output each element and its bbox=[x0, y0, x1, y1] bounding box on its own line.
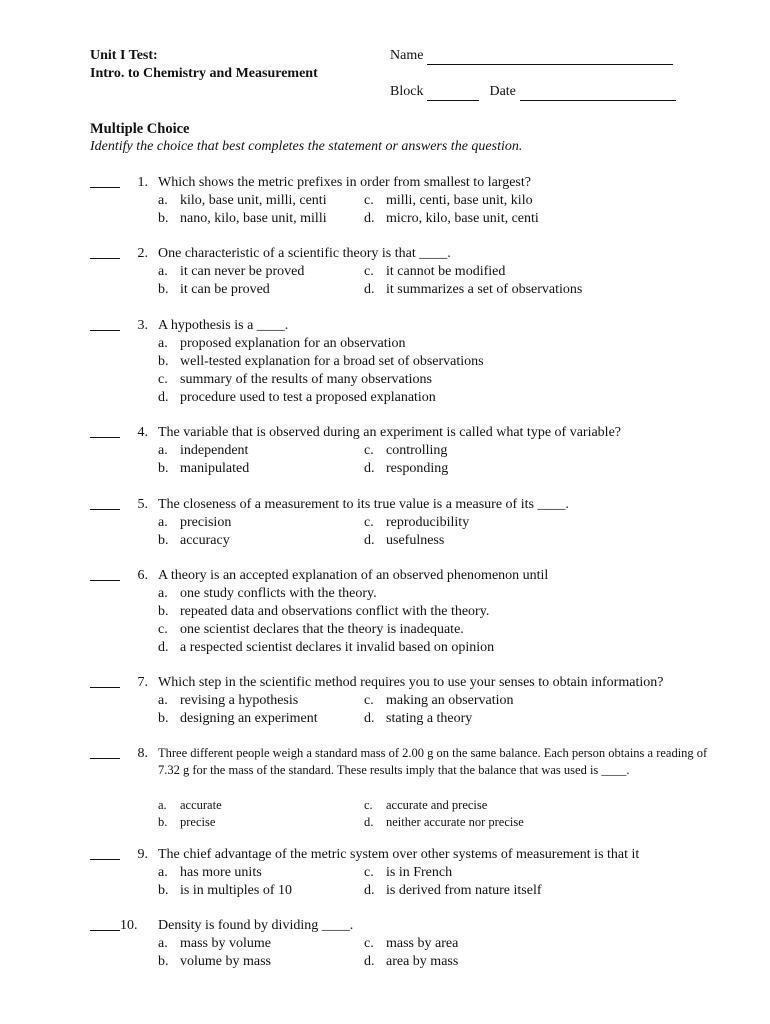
option-b: b. it can be proved bbox=[158, 282, 270, 297]
option-a: a. independent bbox=[158, 443, 249, 458]
option-c: c. accurate and precise bbox=[364, 798, 488, 812]
option-c: c. is in French bbox=[364, 865, 453, 880]
option-c: c. controlling bbox=[364, 443, 448, 458]
question-number: 9. bbox=[137, 847, 148, 862]
option-a: a. proposed explanation for an observation bbox=[158, 336, 406, 351]
title-line-1: Unit I Test: bbox=[90, 48, 158, 63]
option-b: b. volume by mass bbox=[158, 954, 271, 969]
option-a: a. mass by volume bbox=[158, 936, 271, 951]
option-d: d. is derived from nature itself bbox=[364, 883, 542, 898]
option-c: c. mass by area bbox=[364, 936, 459, 951]
question-text: The chief advantage of the metric system over other systems of measurement is that it bbox=[158, 847, 640, 862]
answer-blank[interactable] bbox=[90, 317, 120, 331]
answer-blank[interactable] bbox=[90, 174, 120, 188]
option-d: d. micro, kilo, base unit, centi bbox=[364, 211, 539, 226]
option-b: b. manipulated bbox=[158, 461, 250, 476]
name-field[interactable] bbox=[427, 51, 673, 65]
option-c: c. reproducibility bbox=[364, 515, 470, 530]
answer-blank[interactable] bbox=[90, 245, 120, 259]
option-b: b. precise bbox=[158, 815, 216, 829]
question-text: Which shows the metric prefixes in order from smallest to largest? bbox=[158, 175, 531, 190]
question-text: A hypothesis is a ____. bbox=[158, 318, 289, 333]
student-info bbox=[390, 47, 676, 101]
option-c: c. summary of the results of many observations bbox=[158, 372, 432, 387]
block-label: Block bbox=[390, 84, 424, 99]
option-c: c. milli, centi, base unit, kilo bbox=[364, 193, 533, 208]
option-d: d. responding bbox=[364, 461, 449, 476]
option-c: c. making an observation bbox=[364, 693, 514, 708]
option-b: b. repeated data and observations conflict with the theory. bbox=[158, 604, 490, 619]
question-number: 5. bbox=[137, 497, 148, 512]
option-d: d. neither accurate nor precise bbox=[364, 815, 524, 829]
option-d: d. usefulness bbox=[364, 533, 445, 548]
answer-blank[interactable] bbox=[90, 917, 120, 931]
option-b: b. is in multiples of 10 bbox=[158, 883, 292, 898]
question-number: 7. bbox=[137, 675, 148, 690]
option-c: c. it cannot be modified bbox=[364, 264, 506, 279]
option-b: b. nano, kilo, base unit, milli bbox=[158, 211, 327, 226]
option-a: a. has more units bbox=[158, 865, 262, 880]
answer-blank[interactable] bbox=[90, 674, 120, 688]
option-d: d. area by mass bbox=[364, 954, 459, 969]
question-text: Density is found by dividing ____. bbox=[158, 918, 354, 933]
option-b: b. designing an experiment bbox=[158, 711, 318, 726]
title-line-2: Intro. to Chemistry and Measurement bbox=[90, 66, 318, 81]
answer-blank[interactable] bbox=[90, 846, 120, 860]
question-text: One characteristic of a scientific theory is that ____. bbox=[158, 246, 451, 261]
option-a: a. it can never be proved bbox=[158, 264, 305, 279]
option-a: a. one study conflicts with the theory. bbox=[158, 586, 377, 601]
option-a: a. accurate bbox=[158, 798, 222, 812]
option-c: c. one scientist declares that the theory is inadequate. bbox=[158, 622, 464, 637]
section-title: Multiple Choice bbox=[90, 121, 190, 137]
option-d: d. procedure used to test a proposed explanation bbox=[158, 390, 436, 405]
name-label: Name bbox=[390, 48, 424, 63]
answer-blank[interactable] bbox=[90, 496, 120, 510]
date-field[interactable] bbox=[520, 87, 676, 101]
section-instructions: Identify the choice that best completes the statement or answers the question. bbox=[90, 139, 523, 154]
question-number: 6. bbox=[137, 568, 148, 583]
question-text: Which step in the scientific method requires you to use your senses to obtain information? bbox=[158, 675, 664, 690]
question-number: 2. bbox=[137, 246, 148, 261]
question-number: 1. bbox=[137, 175, 148, 190]
question-text: Three different people weigh a standard mass of 2.00 g on the same balance. Each person obtains a reading of 7.32 g for the mass of the standard. These results imply that the balance that was used is ____. bbox=[158, 746, 708, 777]
option-a: a. revising a hypothesis bbox=[158, 693, 299, 708]
question-number: 10. bbox=[120, 918, 138, 933]
block-field[interactable] bbox=[427, 87, 479, 101]
option-d: d. a respected scientist declares it invalid based on opinion bbox=[158, 640, 495, 655]
question-number: 8. bbox=[137, 746, 148, 761]
question-number: 3. bbox=[137, 318, 148, 333]
option-d: d. stating a theory bbox=[364, 711, 473, 726]
option-a: a. kilo, base unit, milli, centi bbox=[158, 193, 327, 208]
option-b: b. well-tested explanation for a broad set of observations bbox=[158, 354, 484, 369]
question-text: A theory is an accepted explanation of an observed phenomenon until bbox=[158, 568, 549, 583]
question-text: The closeness of a measurement to its true value is a measure of its ____. bbox=[158, 497, 569, 512]
question-text: The variable that is observed during an experiment is called what type of variable? bbox=[158, 425, 621, 440]
answer-blank[interactable] bbox=[90, 567, 120, 581]
test-title bbox=[90, 47, 318, 83]
date-label: Date bbox=[489, 84, 516, 99]
answer-blank[interactable] bbox=[90, 745, 120, 759]
option-d: d. it summarizes a set of observations bbox=[364, 282, 583, 297]
question-number: 4. bbox=[137, 425, 148, 440]
section-header bbox=[90, 120, 522, 156]
answer-blank[interactable] bbox=[90, 424, 120, 438]
option-a: a. precision bbox=[158, 515, 232, 530]
option-b: b. accuracy bbox=[158, 533, 230, 548]
